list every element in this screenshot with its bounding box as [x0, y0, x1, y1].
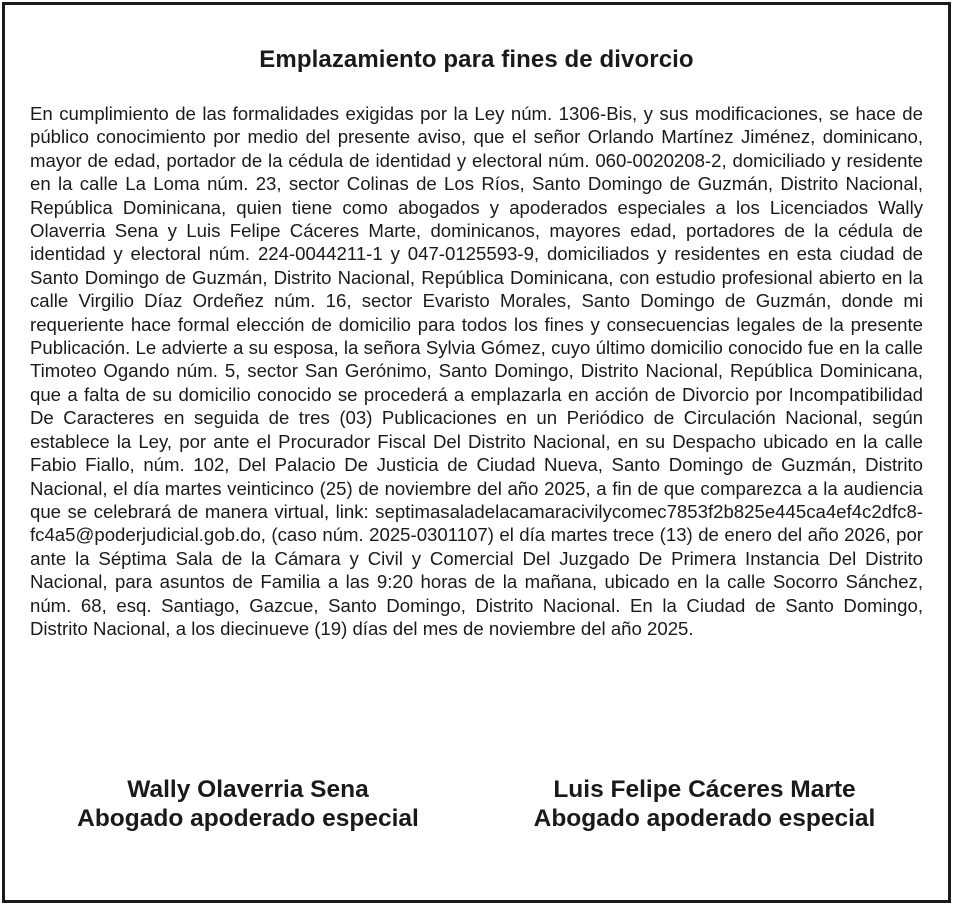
signature-name: Wally Olaverria Sena	[127, 776, 369, 803]
signature-block-2	[477, 775, 932, 833]
notice-body: En cumplimiento de las formalidades exigidas por la Ley núm. 1306-Bis, y sus modificaciones, se hace de público conocimiento por medio del presente aviso, que el señor Orlando Martínez Jiménez, dominicano, mayor de edad, portador de la cédula de identidad y electoral núm. 060-0020208-2, domiciliado y residente en la calle La Loma núm. 23, sector Colinas de Los Ríos, Santo Domingo de Guzmán, Distrito Nacional, República Dominicana, quien tiene como abogados y apoderados especiales a los Licenciados Wally Olaverria Sena y Luis Felipe Cáceres Marte, dominicanos, mayores edad, portadores de la cédula de identidad y electoral núm. 224-0044211-1 y 047-0125593-9, domiciliados y residentes en esta ciudad de Santo Domingo de Guzmán, Distrito Nacional, República Dominicana, con estudio profesional abierto en la calle Virgilio Díaz Ordeñez núm. 16, sector Evaristo Morales, Santo Domingo de Guzmán, donde mi requeriente hace formal elección de domicilio para todos los fines y consecuencias legales de la presente Publicación. Le advierte a su esposa, la señora Sylvia Gómez, cuyo último domicilio conocido fue en la calle Timoteo Ogando núm. 5, sector San Gerónimo, Santo Domingo, Distrito Nacional, República Dominicana, que a falta de su domicilio conocido se procederá a emplazarla en acción de Divorcio por Incompatibilidad De Caracteres en seguida de tres (03) Publicaciones en un Periódico de Circulación Nacional, según establece la Ley, por ante el Procurador Fiscal Del Distrito Nacional, en su Despacho ubicado en la calle Fabio Fiallo, núm. 102, Del Palacio De Justicia de Ciudad Nueva, Santo Domingo de Guzmán, Distrito Nacional, el día martes veinticinco (25) de noviembre del año 2025, a fin de que comparezca a la audiencia que se celebrará de manera virtual, link: septimasaladelacamaracivilycomec7853f2b825e445ca4ef4c2dfc8-fc4a5@poderjudicial.gob.do, (caso núm. 2025-0301107) el día martes trece (13) de enero del año 2026, por ante la Séptima Sala de la Cámara y Civil y Comercial Del Juzgado De Primera Instancia Del Distrito Nacional, para asuntos de Familia a las 9:20 horas de la mañana, ubicado en la calle Socorro Sánchez, núm. 68, esq. Santiago, Gazcue, Santo Domingo, Distrito Nacional. En la Ciudad de Santo Domingo, Distrito Nacional, a los diecinueve (19) días del mes de noviembre del año 2025.	[30, 103, 923, 639]
signature-block-1	[23, 775, 473, 833]
notice-title: Emplazamiento para fines de divorcio	[259, 46, 694, 73]
signature-role: Abogado apoderado especial	[77, 805, 419, 832]
signature-role: Abogado apoderado especial	[533, 805, 876, 832]
notice-frame	[2, 2, 951, 903]
signature-name: Luis Felipe Cáceres Marte	[553, 776, 856, 803]
